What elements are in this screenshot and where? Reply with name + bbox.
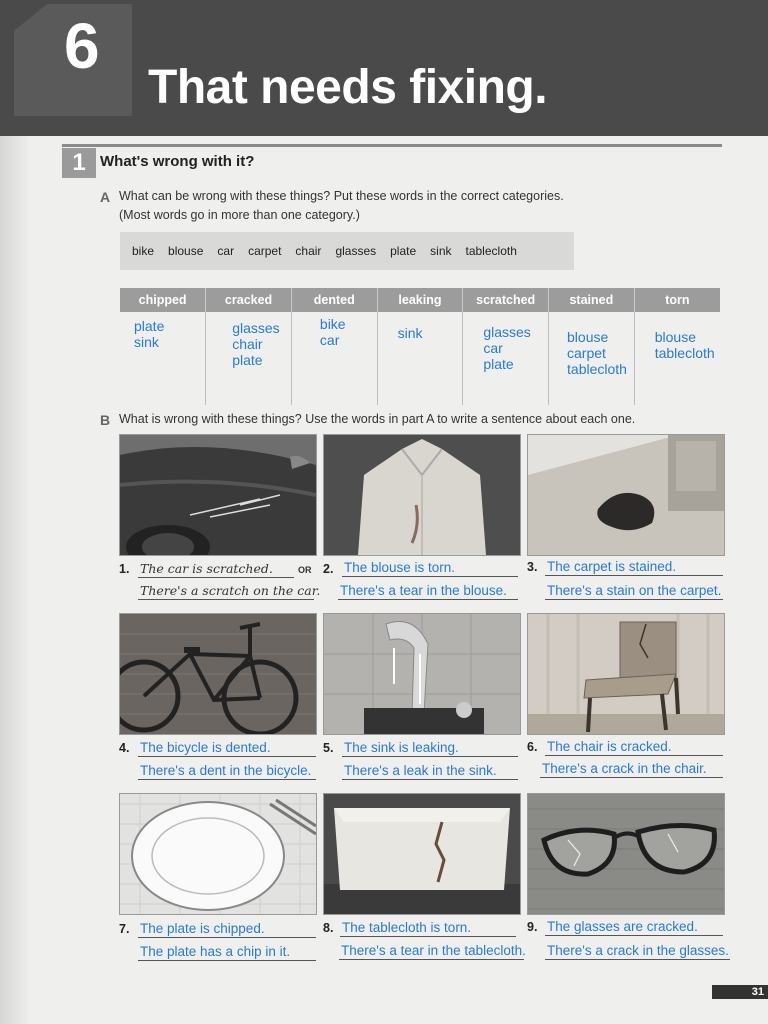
column-header-stained: stained bbox=[549, 288, 635, 312]
answer-4-line-1: The bicycle is dented. bbox=[138, 739, 316, 757]
column-header-chipped: chipped bbox=[120, 288, 206, 312]
section-number: 1 bbox=[62, 148, 96, 178]
answer-7-line-1: The plate is chipped. bbox=[138, 920, 316, 938]
category-answer: plate bbox=[232, 352, 263, 368]
part-a-instruction-2: (Most words go in more than one category.) bbox=[119, 208, 360, 222]
category-answer: bike bbox=[319, 316, 346, 332]
answer-3-line-2: There's a stain on the carpet. bbox=[547, 583, 722, 598]
photo-scratched-car bbox=[119, 434, 317, 556]
word-box bbox=[120, 232, 574, 270]
word-plate: plate bbox=[390, 244, 417, 258]
photo-torn-blouse bbox=[323, 434, 521, 556]
column-cell-scratched bbox=[463, 312, 549, 405]
answer-6-line-2: There's a crack in the chair. bbox=[540, 760, 723, 778]
item-number: 5. bbox=[323, 741, 334, 755]
word-bike: bike bbox=[132, 244, 155, 258]
page-gutter-shade bbox=[0, 0, 30, 1024]
answer-1-line-2: There's a scratch on the car. bbox=[140, 583, 321, 598]
word-carpet: carpet bbox=[248, 244, 282, 258]
item-number: 3. bbox=[527, 560, 538, 574]
unit-number: 6 bbox=[64, 10, 100, 82]
column-cell-chipped bbox=[120, 312, 206, 405]
item-number: 7. bbox=[119, 922, 130, 936]
answer-5-line-2: There's a leak in the sink. bbox=[342, 762, 518, 780]
category-answer: car bbox=[483, 340, 503, 356]
photo-cracked-glasses bbox=[527, 793, 725, 915]
answer-2-line-1: The blouse is torn. bbox=[342, 559, 518, 577]
answer-7-line-2: The plate has a chip in it. bbox=[138, 943, 316, 961]
answer-4-line-2: There's a dent in the bicycle. bbox=[138, 762, 316, 780]
page-number-tab bbox=[712, 985, 768, 999]
word-chair: chair bbox=[295, 244, 322, 258]
item-number: 2. bbox=[323, 562, 334, 576]
answer-8-line-2: There's a tear in the tablecloth. bbox=[341, 943, 526, 958]
category-answer: tablecloth bbox=[567, 361, 627, 377]
word-blouse: blouse bbox=[168, 244, 204, 258]
category-answer: glasses bbox=[483, 324, 531, 340]
or-label: OR bbox=[298, 565, 312, 575]
part-a-letter: A bbox=[100, 189, 111, 205]
category-table bbox=[120, 288, 720, 405]
category-answer: carpet bbox=[567, 345, 606, 361]
category-answer: blouse bbox=[567, 329, 609, 345]
answer-3-line-1: The carpet is stained. bbox=[545, 558, 723, 576]
item-number: 9. bbox=[527, 920, 538, 934]
part-b-instruction: What is wrong with these things? Use the words in part A to write a sentence about each one. bbox=[119, 412, 636, 426]
photo-stained-carpet bbox=[527, 434, 725, 556]
category-answer: blouse bbox=[654, 329, 696, 345]
part-a-instruction-1: What can be wrong with these things? Put these words in the correct categories. bbox=[119, 189, 564, 203]
category-answer: plate bbox=[483, 356, 514, 372]
word-sink: sink bbox=[430, 244, 452, 258]
answer-9-line-1: The glasses are cracked. bbox=[545, 918, 723, 936]
answer-5-line-1: The sink is leaking. bbox=[342, 739, 518, 757]
section-rule bbox=[62, 144, 722, 147]
category-answer: car bbox=[319, 332, 340, 348]
answer-6-line-1: The chair is cracked. bbox=[545, 738, 723, 756]
item-number: 4. bbox=[119, 741, 130, 755]
photo-torn-tablecloth bbox=[323, 793, 521, 915]
word-car: car bbox=[217, 244, 235, 258]
item-number: 8. bbox=[323, 921, 334, 935]
photo-leaking-sink bbox=[323, 613, 521, 735]
item-number: 1. bbox=[119, 562, 130, 576]
column-cell-leaking bbox=[377, 312, 463, 405]
photo-chipped-plate bbox=[119, 793, 317, 915]
category-answer: tablecloth bbox=[654, 345, 715, 361]
column-cell-stained bbox=[549, 312, 635, 405]
column-header-scratched: scratched bbox=[463, 288, 549, 312]
photo-cracked-chair bbox=[527, 613, 725, 735]
category-answer: sink bbox=[134, 334, 159, 350]
column-header-dented: dented bbox=[291, 288, 377, 312]
item-number: 6. bbox=[527, 740, 538, 754]
column-header-cracked: cracked bbox=[206, 288, 292, 312]
page-title: That needs fixing. bbox=[148, 61, 548, 114]
column-cell-torn bbox=[634, 312, 720, 405]
photo-dented-bicycle bbox=[119, 613, 317, 735]
column-cell-dented bbox=[291, 312, 377, 405]
answer-1-line-1: The car is scratched. bbox=[138, 560, 294, 578]
section-title: What's wrong with it? bbox=[100, 153, 255, 170]
category-answer: chair bbox=[232, 336, 263, 352]
word-glasses: glasses bbox=[335, 244, 377, 258]
category-answer: sink bbox=[397, 325, 423, 341]
answer-2-line-2: There's a tear in the blouse. bbox=[338, 582, 518, 600]
column-cell-cracked bbox=[206, 312, 292, 405]
part-b-letter: B bbox=[100, 412, 111, 428]
answer-8-line-1: The tablecloth is torn. bbox=[340, 919, 516, 937]
word-tablecloth: tablecloth bbox=[465, 244, 517, 258]
category-answer: plate bbox=[134, 318, 165, 334]
page-number: 31 bbox=[751, 986, 764, 998]
category-answer: glasses bbox=[232, 320, 280, 336]
column-header-leaking: leaking bbox=[377, 288, 463, 312]
column-header-torn: torn bbox=[634, 288, 720, 312]
answer-9-line-2: There's a crack in the glasses. bbox=[547, 943, 729, 958]
